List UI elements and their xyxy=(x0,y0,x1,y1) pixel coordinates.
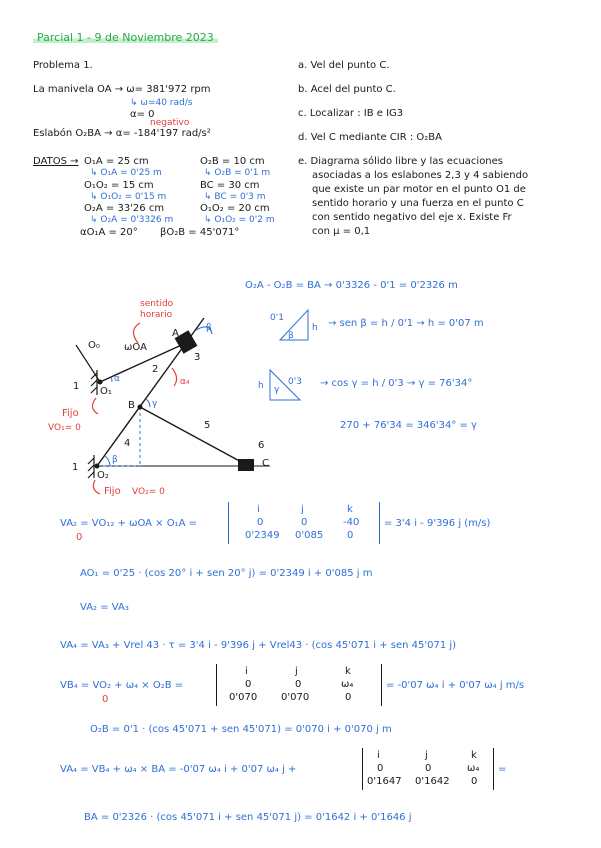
label-fijo-1: Fijo xyxy=(62,408,79,419)
label-O2: O₂ xyxy=(97,470,109,481)
tri1-h: h xyxy=(312,323,318,333)
label-link-3: 3 xyxy=(194,352,201,363)
problem-heading: Problema 1. xyxy=(33,60,93,71)
datos-alpha: αO₁A = 20° xyxy=(80,227,138,238)
label-beta: β xyxy=(112,455,118,465)
eq-ba-vector: BA = 0'2326 · (cos 45'071 i + sen 45'071 j) = 0'1642 i + 0'1646 j xyxy=(84,812,412,823)
datos-o1o2b: O₁O₂ = 20 cm xyxy=(200,203,270,214)
negativo-note: negativo xyxy=(150,118,190,128)
datos-o2a-m: ↳ O₂A = 0'3326 m xyxy=(90,215,174,225)
datos-bc: BC = 30 cm xyxy=(200,180,260,191)
label-fijo-2: Fijo xyxy=(104,486,121,497)
task-c: c. Localizar : IB e IG3 xyxy=(298,108,404,119)
datos-o1o2b-m: ↳ O₁O₂ = 0'2 m xyxy=(204,215,275,225)
alpha-zero: α= 0 xyxy=(130,109,155,120)
va2-result: = 3'4 i - 9'396 j (m/s) xyxy=(384,518,491,529)
tri2-h: h xyxy=(258,381,264,391)
task-e-2: asociadas a los eslabones 2,3 y 4 sabiendo xyxy=(312,170,529,181)
label-beta-top: β xyxy=(206,323,212,333)
eq-o2b: O₂B = 0'1 · (cos 45'071 + sen 45'071) = 0'070 i + 0'070 j m xyxy=(90,724,392,735)
eq-ba: O₂A - O₂B = BA → 0'3326 - 0'1 = 0'2326 m xyxy=(245,280,458,291)
datos-o1o2: O₁O₂ = 15 cm xyxy=(84,180,154,191)
label-gamma: γ xyxy=(152,399,158,409)
eq-ao1: AO₁ = 0'25 · (cos 20° i + sen 20° j) = 0'2349 i + 0'085 j m xyxy=(80,568,373,579)
zero-2: 0 xyxy=(102,694,109,705)
label-sentido: sentido xyxy=(140,299,174,309)
task-b: b. Acel del punto C. xyxy=(298,84,396,95)
task-e-3: que existe un par motor en el punto O1 de xyxy=(312,184,526,195)
datos-label: DATOS → xyxy=(33,156,79,167)
eq-va2: VA₂ = VO₁₂ + ωOA × O₁A = xyxy=(60,518,198,529)
tri1-hyp: 0'1 xyxy=(270,313,284,323)
label-woa: ωOA xyxy=(124,342,147,353)
matrix-2: i j k 0 0 ω₄ 0'070 0'070 0 xyxy=(216,664,382,706)
eq-gamma-sum: 270 + 76'34 = 346'34° = γ xyxy=(340,420,477,431)
label-link-5: 5 xyxy=(204,420,211,431)
task-e-1: e. Diagrama sólido libre y las ecuaciones xyxy=(298,156,504,167)
eq-va4: VA₄ = VA₃ + Vrel 43 · τ = 3'4 i - 9'396 j + Vrel43 · (cos 45'071 i + sen 45'071 j) xyxy=(60,640,457,651)
task-d: d. Vel C mediante CIR : O₂BA xyxy=(298,132,442,143)
datos-o2a: O₂A = 33'26 cm xyxy=(84,203,165,214)
eq-cos-gamma: → cos γ = h / 0'3 → γ = 76'34° xyxy=(320,378,473,389)
label-ground-1a: 1 xyxy=(73,381,80,392)
tri2-hyp: 0'3 xyxy=(288,377,302,387)
task-e-6: con μ = 0,1 xyxy=(312,226,371,237)
eslabon-line: Eslabón O₂BA → α= -184'197 rad/s² xyxy=(33,128,211,139)
omega-rads: ↳ ω=40 rad/s xyxy=(130,98,193,108)
label-B: B xyxy=(128,400,135,411)
label-alpha: α xyxy=(114,374,120,384)
eq-vb4: VB₄ = VO₂ + ω₄ × O₂B = xyxy=(60,680,184,691)
label-link-2: 2 xyxy=(152,364,159,375)
label-O1: O₁ xyxy=(100,386,112,397)
matrix-1: i j k 0 0 -40 0'2349 0'085 0 xyxy=(228,502,380,544)
label-vo2: VO₂= 0 xyxy=(132,487,165,497)
manivela-line: La manivela OA → ω= 381'972 rpm xyxy=(33,84,211,95)
task-a: a. Vel del punto C. xyxy=(298,60,390,71)
matrix-3: i j k 0 0 ω₄ 0'1647 0'1642 0 xyxy=(362,748,494,790)
datos-o1a: O₁A = 25 cm xyxy=(84,156,149,167)
page-title: Parcial 1 - 9 de Noviembre 2023 xyxy=(33,32,218,44)
zero-1: 0 xyxy=(76,532,83,543)
label-o0: O₀ xyxy=(88,340,100,351)
label-C: C xyxy=(262,458,269,469)
label-link-6: 6 xyxy=(258,440,265,451)
eq-sen-beta: → sen β = h / 0'1 → h = 0'07 m xyxy=(328,318,484,329)
tri2-gamma: γ xyxy=(274,385,280,395)
datos-bc-m: ↳ BC = 0'3 m xyxy=(204,192,266,202)
task-e-4: sentido horario y una fuerza en el punto C xyxy=(312,198,524,209)
label-vo1: VO₁= 0 xyxy=(48,423,81,433)
eq-va4-b: VA₄ = VB₄ + ω₄ × BA = -0'07 ω₄ i + 0'07 ω₄ j + xyxy=(60,764,297,775)
datos-o1o2-m: ↳ O₁O₂ = 0'15 m xyxy=(90,192,167,202)
datos-beta: βO₂B = 45'071° xyxy=(160,227,240,238)
va4b-result: = xyxy=(498,764,507,775)
datos-o2b: O₂B = 10 cm xyxy=(200,156,265,167)
datos-o2b-m: ↳ O₂B = 0'1 m xyxy=(204,168,271,178)
label-A: A xyxy=(172,328,179,339)
vb4-result: = -0'07 ω₄ i + 0'07 ω₄ j m/s xyxy=(386,680,525,691)
label-link-4: 4 xyxy=(124,438,131,449)
datos-o1a-m: ↳ O₁A = 0'25 m xyxy=(90,168,162,178)
label-alpha4: α₄ xyxy=(180,377,190,387)
eq-va2-va3: VA₂ = VA₃ xyxy=(80,602,129,613)
label-ground-1b: 1 xyxy=(72,462,79,473)
label-horario: horario xyxy=(140,310,173,320)
tri1-beta: β xyxy=(288,331,294,341)
task-e-5: con sentido negativo del eje x. Existe Fr xyxy=(312,212,512,223)
